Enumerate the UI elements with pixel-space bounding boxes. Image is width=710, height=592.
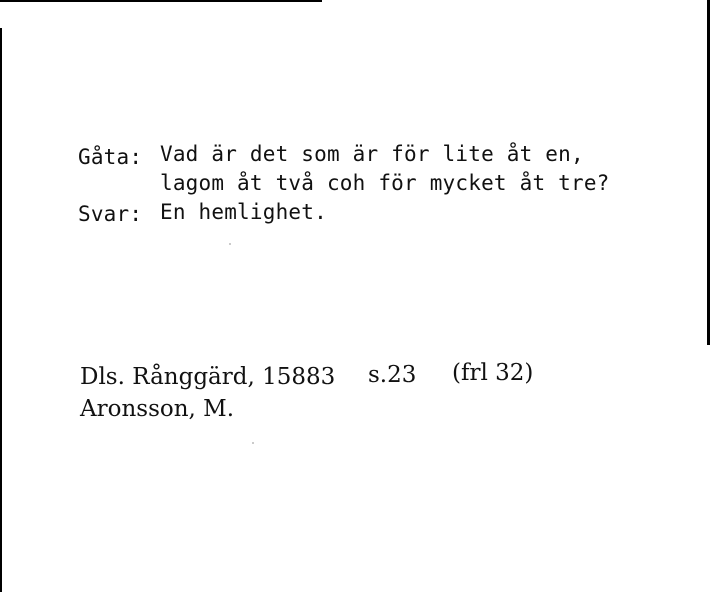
riddle-question-label: Gåta: [78, 145, 143, 169]
paper-speck [229, 243, 231, 245]
riddle-answer-label: Svar: [78, 202, 143, 226]
riddle-answer-text: En hemlighet. [160, 200, 327, 224]
source-location: Dls. Rånggärd, 15883 [80, 364, 336, 390]
riddle-question-line-2: lagom åt två coh för mycket åt tre? [160, 171, 610, 195]
riddle-question-line-1: Vad är det som är för lite åt en, [160, 142, 584, 166]
source-informant: Aronsson, M. [80, 396, 235, 422]
source-reference: (frl 32) [452, 360, 534, 386]
source-page: s.23 [368, 362, 417, 388]
paper-speck [252, 442, 254, 444]
card-left-edge [0, 28, 2, 592]
card-top-edge [0, 0, 322, 2]
